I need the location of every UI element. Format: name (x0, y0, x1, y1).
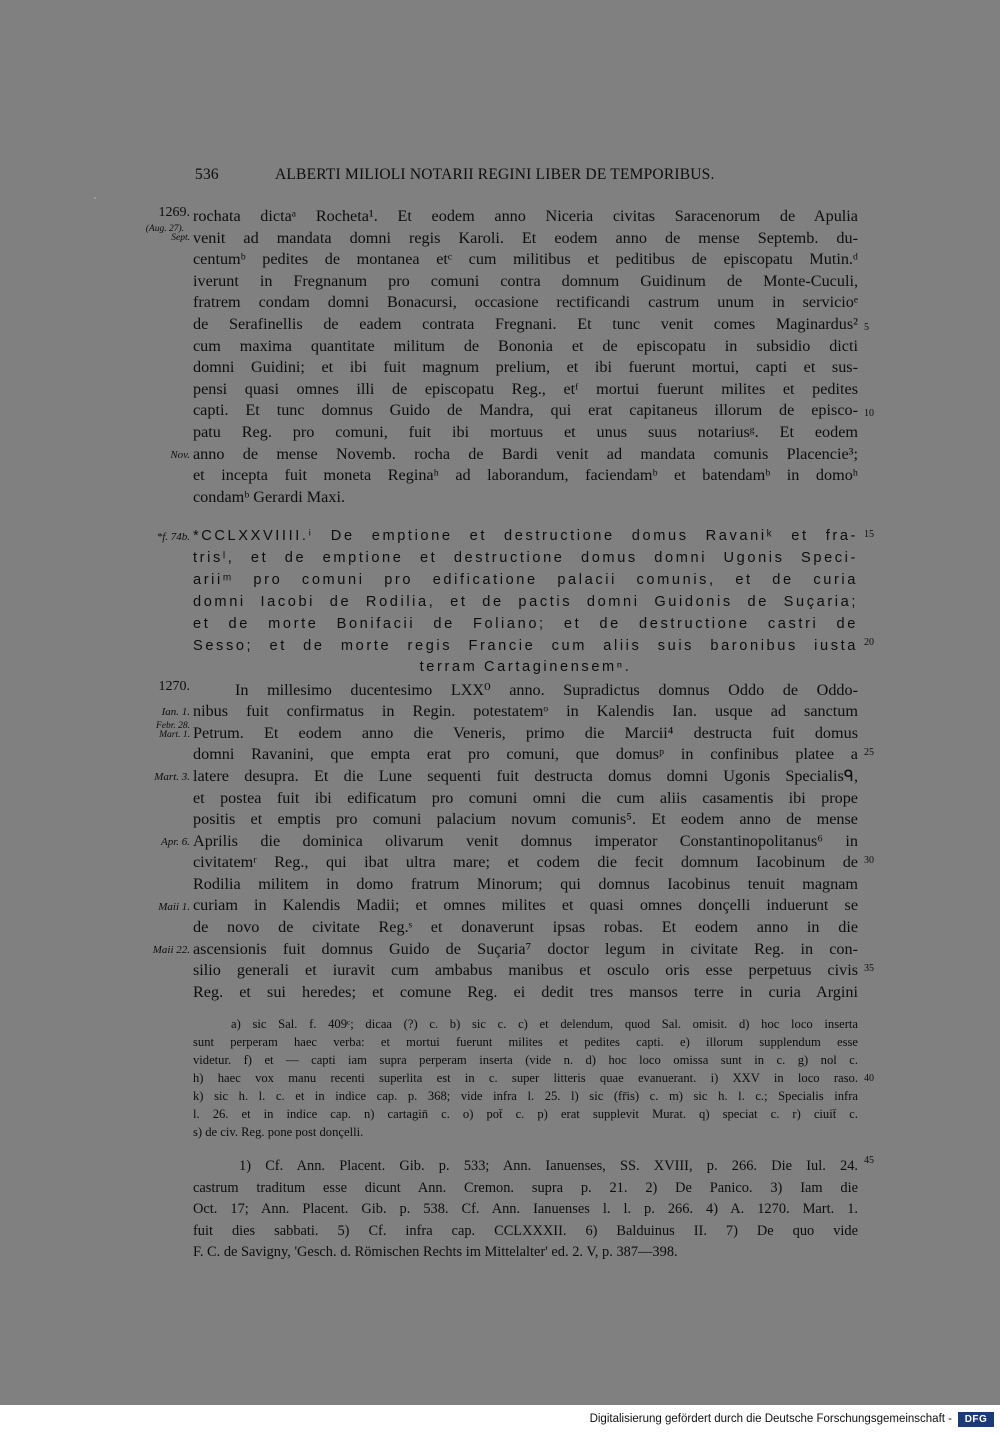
apparatus-line: videtur. f) et — capti iam supra perperam inserta (vide n. d) hoc loco omissa sunt in c. g) nol c. (193, 1053, 858, 1067)
chapter-line: terram Cartaginensemⁿ. (419, 659, 632, 675)
running-title: ALBERTI MILIOLI NOTARII REGINI LIBER DE TEMPORIBUS. (275, 166, 715, 183)
text-line: latere desupra. Et die Lune sequenti fuit destructa domus domni Ugonis Specialisᑫ, (193, 767, 858, 785)
text-line: rochata dictaᵃ Rocheta¹. Et eodem anno Niceria civitas Saracenorum de Apulia (193, 207, 858, 225)
footnote-line: F. C. de Savigny, 'Gesch. d. Römischen Rechts im Mittelalter' ed. 2. V, p. 387—398. (193, 1244, 678, 1260)
apparatus-line: s) de civ. Reg. pone post donçelli. (193, 1125, 364, 1139)
text-line: cum maxima quantitate militum de Bononia et de episcopatu in subsidio dicti (193, 337, 858, 355)
page-number: 536 (195, 166, 219, 183)
text-line: domni Ravanini, que empta erat pro comuni, que domusᵖ in confinibus platee a (193, 745, 858, 763)
chapter-line: *CCLXXVIIII.ⁱ De emptione et destructione domus Ravaniᵏ et fra- (193, 528, 858, 544)
footnote-line: 1) Cf. Ann. Placent. Gib. p. 533; Ann. Ianuenses, SS. XVIII, p. 266. Die Iul. 24. (239, 1158, 858, 1174)
text-line: centumᵇ pedites de montanea etᶜ cum militibus et peditibus de episcopatu Mutin.ᵈ (193, 250, 858, 268)
line-number: 5 (864, 322, 869, 333)
margin-date-febr28: Febr. 28. (155, 721, 190, 731)
chapter-line: trisˡ, et de emptione et destructione domus domni Ugonis Speci- (193, 550, 858, 566)
margin-date-ian1: Ian. 1. (161, 706, 190, 718)
text-line: et postea fuit ibi edificatum pro comuni omni die cum aliis casamentis ibi prope (193, 789, 858, 807)
margin-year-1270: 1270. (158, 679, 190, 694)
text-line: fratrem condam domni Bonacursi, occasione rectificandi castrum unum in servicioᵉ (193, 293, 858, 311)
line-number: 45 (864, 1155, 874, 1166)
text-line: de Serafinellis de eadem contrata Fregnani. Et tunc venit comes Maginardus² (193, 315, 858, 333)
chapter-line: domni Iacobi de Rodilia, et de pactis domni Guidonis de Suçaria; (193, 594, 858, 610)
footer-bar (0, 1405, 1000, 1434)
text-line: domni Guidini; et ibi fuit magnum prelium, et ibi fuerunt mortui, capti et sus- (193, 358, 858, 376)
margin-date-sept: Sept. (171, 233, 190, 243)
text-line: anno de mense Novemb. rocha de Bardi venit ad mandata comunis Placencie³; (193, 445, 858, 463)
text-line: patu Reg. pro comuni, fuit ibi mortuus et unus suus notariusᵍ. Et eodem (193, 423, 858, 441)
chapter-line: Sesso; et de morte regis Francie cum aliis suis baronibus iusta (193, 638, 858, 654)
chapter-line: ariiᵐ pro comuni pro edificatione palacii comunis, et de curia (193, 572, 858, 588)
text-line: curiam in Kalendis Madii; et omnes milites et quasi omnes donçelli induerunt se (193, 896, 858, 914)
text-line: Aprilis die dominica olivarum venit domnus imperator Constantinopolitanus⁶ in (193, 832, 858, 850)
line-number: 40 (864, 1073, 874, 1084)
margin-date-mart1: Mart. 1. (159, 730, 190, 740)
funding-credit: Digitalisierung gefördert durch die Deutsche Forschungsgemeinschaft - (589, 1413, 952, 1425)
line-number: 20 (864, 637, 874, 648)
margin-date-aug27: (Aug. 27). (145, 224, 184, 234)
apparatus-line: sunt perperam haec verba: et mortui fuerunt milites et pedites capti. e) illorum supplendum esse (193, 1035, 858, 1049)
text-line: In millesimo ducentesimo LXX⁰ anno. Supradictus domnus Oddo de Oddo- (235, 681, 858, 699)
text-line: civitatemʳ Reg., qui ibat ultra mare; et codem die fecit domnum Iacobinum de (193, 853, 858, 871)
margin-folio: *f. 74b. (156, 531, 190, 543)
margin-year-1269: 1269. (158, 205, 190, 220)
margin-date-mart3: Mart. 3. (154, 771, 190, 783)
text-line: Reg. et sui heredes; et comune Reg. ei dedit tres mansos terre in curia Argini (193, 983, 858, 1001)
apparatus-line: a) sic Sal. f. 409ᶜ; dicaa (?) c. b) sic c. c) et delendum, quod Sal. omisit. d) hoc loco inserta (231, 1017, 858, 1031)
text-line: condamᵇ Gerardi Maxi. (193, 488, 345, 506)
text-line: venit ad mandata domni regis Karoli. Et eodem anno de mense Septemb. du- (193, 229, 858, 247)
apparatus-line: l. 26. et in indice cap. n) cartagin̄ c. o) pot̄ c. p) erat supplevit Murat. q) speciat c. r) ciuit̄ c. (193, 1107, 858, 1121)
footnote-line: castrum traditum esse dicunt Ann. Cremon. supra p. 21. 2) De Panico. 3) Iam die (193, 1180, 858, 1196)
text-line: positis et emptis pro comuni palacium novum comunis⁵. Et eodem anno de mense (193, 810, 858, 828)
footnote-line: Oct. 17; Ann. Placent. Gib. p. 538. Cf. Ann. Ianuenses l. l. p. 266. 4) A. 1270. Mart. 1. (193, 1201, 858, 1217)
footnote-line: fuit dies sabbati. 5) Cf. infra cap. CCLXXXII. 6) Balduinus II. 7) De quo vide (193, 1223, 858, 1239)
text-line: ascensionis fuit domnus Guido de Suçaria⁷ doctor legum in civitate Reg. in con- (193, 940, 858, 958)
text-line: iverunt in Fregnanum pro comuni contra domnum Guidinum de Monte-Cuculi, (193, 272, 858, 290)
scan-speck (94, 197, 96, 199)
dfg-logo-icon: DFG (958, 1412, 994, 1427)
text-line: capti. Et tunc domnus Guido de Mandra, qui erat capitaneus illorum de episco- (193, 401, 858, 419)
line-number: 15 (864, 529, 874, 540)
margin-date-maii1: Maii 1. (158, 901, 190, 913)
text-line: Rodilia militem in domo fratrum Minorum; qui domnus Iacobinus tenuit magnam (193, 875, 858, 893)
text-line: nibus fuit confirmatus in Regin. potestatemᵒ in Kalendis Ian. usque ad sanctum (193, 702, 858, 720)
margin-date-maii22: Maii 22. (152, 944, 190, 956)
text-line: pensi quasi omnes illi de episcopatu Reg., etᶠ mortui fuerunt milites et pedites (193, 380, 858, 398)
chapter-line: et de morte Bonifacii de Foliano; et de destructione castri de (193, 616, 858, 632)
apparatus-line: h) haec vox manu recenti superlita est in c. super litteris quae evanuerant. i) XXV in loco raso. (193, 1071, 858, 1085)
line-number: 10 (864, 408, 874, 419)
text-line: Petrum. Et eodem anno die Veneris, primo die Marcii⁴ destructa fuit domus (193, 724, 858, 742)
apparatus-line: k) sic h. l. c. et in indice cap. p. 368; vide infra l. 25. l) sic (fr̄is) c. m) sic h. l. c.; Specialis infra (193, 1089, 858, 1103)
margin-date-nov: Nov. (170, 449, 190, 461)
line-number: 25 (864, 747, 874, 758)
text-line: silio generali et iuravit cum ambabus manibus et osculo oris esse perpetuus civis (193, 961, 858, 979)
line-number: 35 (864, 963, 874, 974)
line-number: 30 (864, 855, 874, 866)
text-line: de novo de civitate Reg.ˢ et donaverunt ipsas robas. Et eodem anno in die (193, 918, 858, 936)
text-line: et incepta fuit moneta Reginaʰ ad laborandum, faciendamᵇ et batendamᵇ in domoʰ (193, 466, 858, 484)
running-head (195, 166, 785, 188)
margin-date-apr6: Apr. 6. (160, 836, 190, 848)
